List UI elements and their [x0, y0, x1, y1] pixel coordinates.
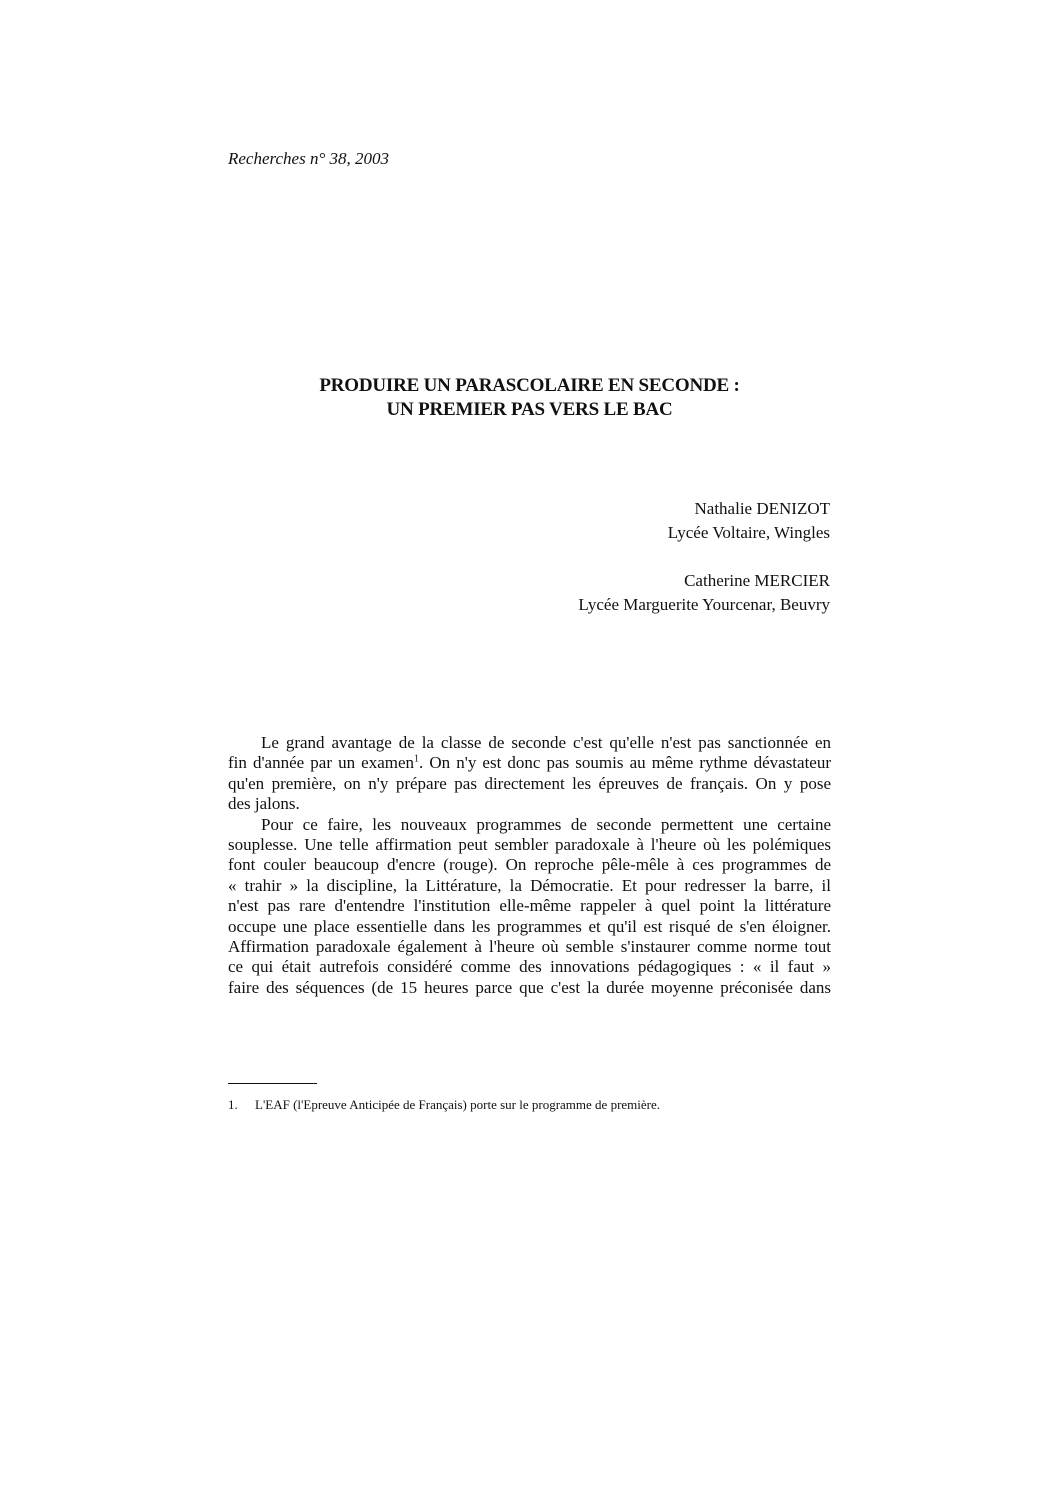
- article-title-line-1: PRODUIRE UN PARASCOLAIRE EN SECONDE :: [319, 375, 740, 396]
- text-fragment: fin d'année par un examen: [228, 753, 415, 773]
- footnote-reference: 1: [414, 753, 420, 765]
- journal-reference: Recherches n° 38, 2003: [228, 149, 390, 168]
- text-line: occupe une place essentielle dans les programmes et qu'il est risqué de s'en éloigner.: [228, 916, 831, 936]
- footnote-text: L'EAF (l'Epreuve Anticipée de Français) porte sur le programme de première.: [255, 1097, 661, 1112]
- author-affiliation: Lycée Marguerite Yourcenar, Beuvry: [578, 595, 830, 614]
- text-line: Pour ce faire, les nouveaux programmes de seconde permettent une certaine: [261, 814, 831, 834]
- text-line: [228, 753, 831, 773]
- footnote-separator: [228, 1083, 317, 1084]
- author-affiliation: Lycée Voltaire, Wingles: [667, 523, 830, 542]
- text-line: ce qui était autrefois considéré comme des innovations pédagogiques : « il faut »: [228, 957, 831, 977]
- author-name: Catherine MERCIER: [684, 571, 830, 590]
- text-line: Affirmation paradoxale également à l'heure où semble s'instaurer comme norme tout: [228, 937, 831, 957]
- paragraph: [228, 815, 831, 999]
- text-line: font couler beaucoup d'encre (rouge). On reproche pêle-mêle à ces programmes de: [228, 855, 831, 875]
- author-name: Nathalie DENIZOT: [694, 499, 830, 518]
- text-line: n'est pas rare d'entendre l'institution elle-même rappeler à quel point la littérature: [228, 896, 831, 916]
- text-fragment: . On n'y est donc pas soumis au même rythme dévastateur: [419, 753, 832, 773]
- text-line: des jalons.: [228, 794, 300, 814]
- footnote-number: 1.: [228, 1097, 238, 1112]
- author-block: [668, 497, 830, 545]
- text-line: « trahir » la discipline, la Littérature, la Démocratie. Et pour redresser la barre, il: [228, 875, 831, 895]
- text-line: Le grand avantage de la classe de seconde c'est qu'elle n'est pas sanctionnée en: [261, 733, 831, 752]
- paragraph: [228, 733, 831, 815]
- author-block: [578, 569, 830, 617]
- text-line: faire des séquences (de 15 heures parce que c'est la durée moyenne préconisée dans: [228, 977, 831, 997]
- footnote: [228, 1097, 660, 1113]
- text-line: qu'en première, on n'y prépare pas directement les épreuves de français. On y pose: [228, 773, 831, 793]
- text-line: souplesse. Une telle affirmation peut sembler paradoxale à l'heure où les polémiques: [228, 835, 831, 855]
- article-title-line-2: UN PREMIER PAS VERS LE BAC: [386, 399, 673, 420]
- article-body: [228, 733, 831, 998]
